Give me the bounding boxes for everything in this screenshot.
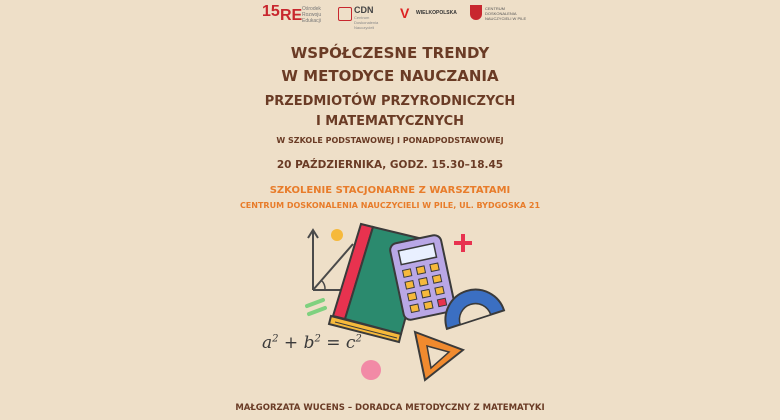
triangle-ruler-icon bbox=[415, 332, 463, 380]
title-line-1: WSPÓŁCZESNE TRENDY bbox=[290, 44, 490, 62]
formula-a-exponent: 2 bbox=[272, 333, 279, 345]
pila-shield-icon bbox=[470, 5, 482, 20]
logo-bar bbox=[0, 3, 780, 30]
cdn-logo-name: CDN bbox=[354, 5, 374, 15]
ore-logo-letters: RE bbox=[280, 7, 303, 24]
formula-c: c bbox=[345, 333, 356, 353]
pink-dot-icon bbox=[361, 360, 381, 380]
event-date: 20 PAŹDZIERNIKA, GODZ. 15.30–18.45 bbox=[276, 159, 504, 171]
wielkopolska-logo-mark: V bbox=[400, 5, 410, 21]
yellow-dot-icon bbox=[331, 229, 343, 241]
event-type: SZKOLENIE STACJONARNE Z WARSZTATAMI bbox=[269, 185, 511, 196]
ore-logo bbox=[262, 4, 332, 26]
pythagorean-formula bbox=[262, 333, 362, 353]
pila-logo bbox=[470, 4, 530, 26]
formula-plus: + bbox=[283, 333, 299, 353]
cdn-logo-caption: Centrum Doskonalenia Nauczycieli bbox=[354, 15, 379, 30]
title-line-2: W METODYCE NAUCZANIA bbox=[281, 67, 499, 85]
title-subline: W SZKOLE PODSTAWOWEJ I PONADPODSTAWOWEJ bbox=[276, 136, 504, 145]
formula-equals: = bbox=[326, 333, 341, 353]
formula-b-exponent: 2 bbox=[314, 333, 321, 345]
title-line-4: I MATEMATYCZNYCH bbox=[315, 114, 465, 129]
plus-icon bbox=[454, 234, 472, 252]
green-dashes-icon bbox=[307, 300, 325, 314]
ore-logo-caption: Ośrodek Rozwoju Edukacji bbox=[302, 6, 322, 24]
cdn-logo bbox=[338, 5, 394, 30]
footer-author: MAŁGORZATA WUCENS – DORADCA METODYCZNY Z MATEMATYKI bbox=[235, 403, 545, 413]
formula-b: b bbox=[303, 333, 315, 353]
math-illustration bbox=[255, 220, 515, 390]
wielkopolska-logo-name: WIELKOPOLSKA bbox=[416, 10, 457, 16]
formula-c-exponent: 2 bbox=[355, 333, 362, 345]
cdn-logo-mark bbox=[338, 7, 352, 21]
title-line-3: PRZEDMIOTÓW PRZYRODNICZYCH bbox=[264, 94, 516, 109]
event-place: CENTRUM DOSKONALENIA NAUCZYCIELI W PILE, UL. BYDGOSKA 21 bbox=[239, 201, 541, 210]
ore-logo-number: 15 bbox=[262, 3, 280, 20]
formula-a: a bbox=[262, 333, 273, 353]
wielkopolska-logo bbox=[400, 6, 464, 26]
pila-logo-caption: CENTRUM DOSKONALENIA NAUCZYCIELI W PILE bbox=[485, 6, 527, 21]
